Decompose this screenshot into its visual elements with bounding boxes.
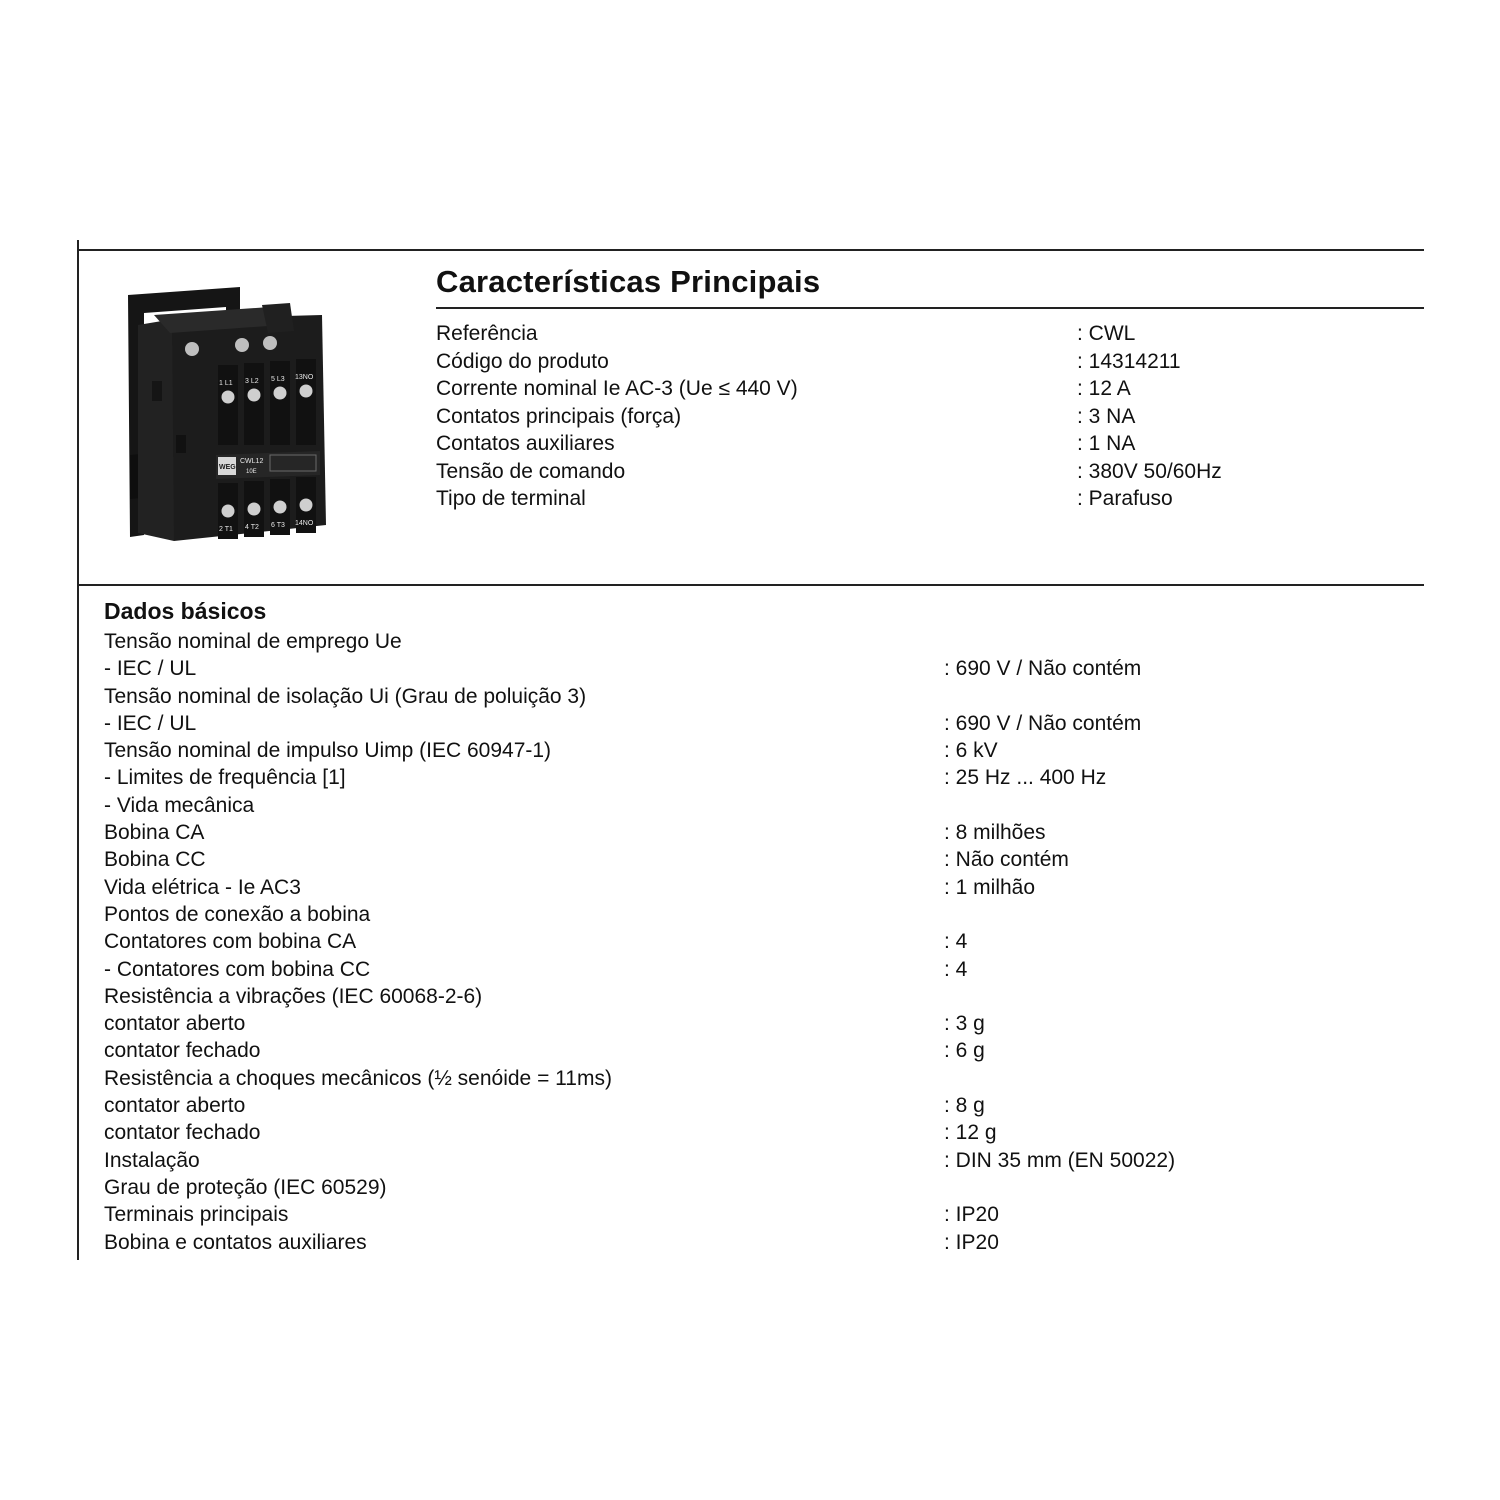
terminal-label-1: 1 L1 [219,380,233,387]
basic-label: Bobina e contatos auxiliares [104,1230,367,1254]
spec-label: Tipo de terminal [436,487,586,510]
spec-label: Contatos principais (força) [436,404,682,428]
variant-label: 10E [246,469,257,475]
page-title: Características Principais [436,264,821,299]
basic-row [0,628,1500,655]
basic-label: contator aberto [104,1094,246,1118]
basic-value: : 25 Hz ... 400 Hz [944,766,1107,790]
basic-value: : 4 [944,957,968,981]
basic-row [0,1174,1500,1201]
spec-row [0,348,1500,375]
basic-label: Terminais principais [104,1203,289,1227]
basic-value: : 6 g [944,1039,985,1063]
spec-label: Tensão de comando [436,459,626,483]
basic-label: Vida elétrica - Ie AC3 [104,875,301,899]
terminal-label-8: 14NO [295,520,314,527]
basic-value: : IP20 [944,1230,999,1254]
basic-row [0,1201,1500,1228]
basic-row [0,737,1500,764]
spec-value: : Parafuso [1077,487,1173,510]
basic-value: : 690 V / Não contém [944,711,1142,735]
basic-label: Bobina CA [104,821,205,845]
basic-row [0,956,1500,983]
basic-value: : 4 [944,930,968,954]
basic-row [0,1092,1500,1119]
basic-row [0,1010,1500,1037]
basic-row [0,1119,1500,1146]
spec-row [0,375,1500,402]
section-divider [78,584,1424,586]
spec-label: Código do produto [436,349,609,373]
spec-row [0,485,1500,512]
spec-row [0,403,1500,430]
title-underline [436,307,1424,309]
basic-value: : 6 kV [944,739,998,763]
spec-value: : 14314211 [1077,349,1181,373]
basic-label: Instalação [104,1148,200,1172]
basic-row [0,1147,1500,1174]
terminal-label-7: 6 T3 [271,522,285,529]
basic-label: - Limites de frequência [1] [104,766,346,790]
spec-row [0,430,1500,457]
spec-value: : CWL [1077,322,1136,345]
basic-row [0,710,1500,737]
spec-label: Referência [436,322,538,345]
basic-label: - Contatores com bobina CC [104,957,371,981]
basic-row [0,655,1500,682]
basic-row [0,846,1500,873]
brand-logo: WEG [219,464,236,471]
basic-label: Bobina CC [104,848,206,872]
basic-label: Resistência a vibrações (IEC 60068-2-6) [104,984,483,1008]
basic-value: : 8 g [944,1094,985,1118]
basic-data-list [0,628,1500,1256]
basic-value: : IP20 [944,1203,999,1227]
basic-row [0,901,1500,928]
basic-label: Pontos de conexão a bobina [104,902,371,926]
terminal-label-3: 5 L3 [271,376,285,383]
terminal-label-5: 2 T1 [219,526,233,533]
basic-value: : 3 g [944,1012,985,1036]
spec-value: : 380V 50/60Hz [1077,459,1222,483]
spec-value: : 3 NA [1077,404,1136,428]
basic-label: - IEC / UL [104,711,197,735]
basic-label: - Vida mecânica [104,793,255,817]
basic-row [0,874,1500,901]
basic-row [0,983,1500,1010]
spec-value: : 1 NA [1077,432,1136,455]
section-title-basic-data: Dados básicos [104,598,267,624]
terminal-label-4: 13NO [295,374,314,381]
basic-label: Contatores com bobina CA [104,930,357,954]
basic-label: Resistência a choques mecânicos (½ senóide = 11ms) [104,1066,612,1090]
basic-value: : Não contém [944,848,1069,872]
basic-label: Grau de proteção (IEC 60529) [104,1175,387,1199]
basic-row [0,792,1500,819]
basic-value: : 1 milhão [944,875,1036,899]
spec-row [0,320,1500,347]
top-divider [78,249,1424,251]
basic-value: : 690 V / Não contém [944,657,1142,681]
basic-row [0,1037,1500,1064]
basic-value: : DIN 35 mm (EN 50022) [944,1148,1176,1172]
basic-label: contator aberto [104,1012,246,1036]
terminal-label-6: 4 T2 [245,524,259,531]
spec-row [0,458,1500,485]
basic-row [0,764,1500,791]
basic-row [0,1065,1500,1092]
basic-row [0,1229,1500,1256]
basic-row [0,928,1500,955]
basic-label: Tensão nominal de impulso Uimp (IEC 60947-1) [104,739,552,763]
spec-label: Contatos auxiliares [436,432,615,455]
model-label: CWL12 [240,458,264,465]
spec-label: Corrente nominal Ie AC-3 (Ue ≤ 440 V) [436,377,798,400]
basic-label: Tensão nominal de isolação Ui (Grau de poluição 3) [104,684,587,708]
basic-value: : 8 milhões [944,821,1046,845]
basic-label: contator fechado [104,1039,261,1063]
basic-row [0,683,1500,710]
spec-value: : 12 A [1077,377,1131,400]
basic-row [0,819,1500,846]
basic-label: Tensão nominal de emprego Ue [104,630,402,653]
basic-label: contator fechado [104,1121,261,1145]
terminal-label-2: 3 L2 [245,378,259,385]
basic-label: - IEC / UL [104,657,197,681]
basic-value: : 12 g [944,1121,997,1145]
